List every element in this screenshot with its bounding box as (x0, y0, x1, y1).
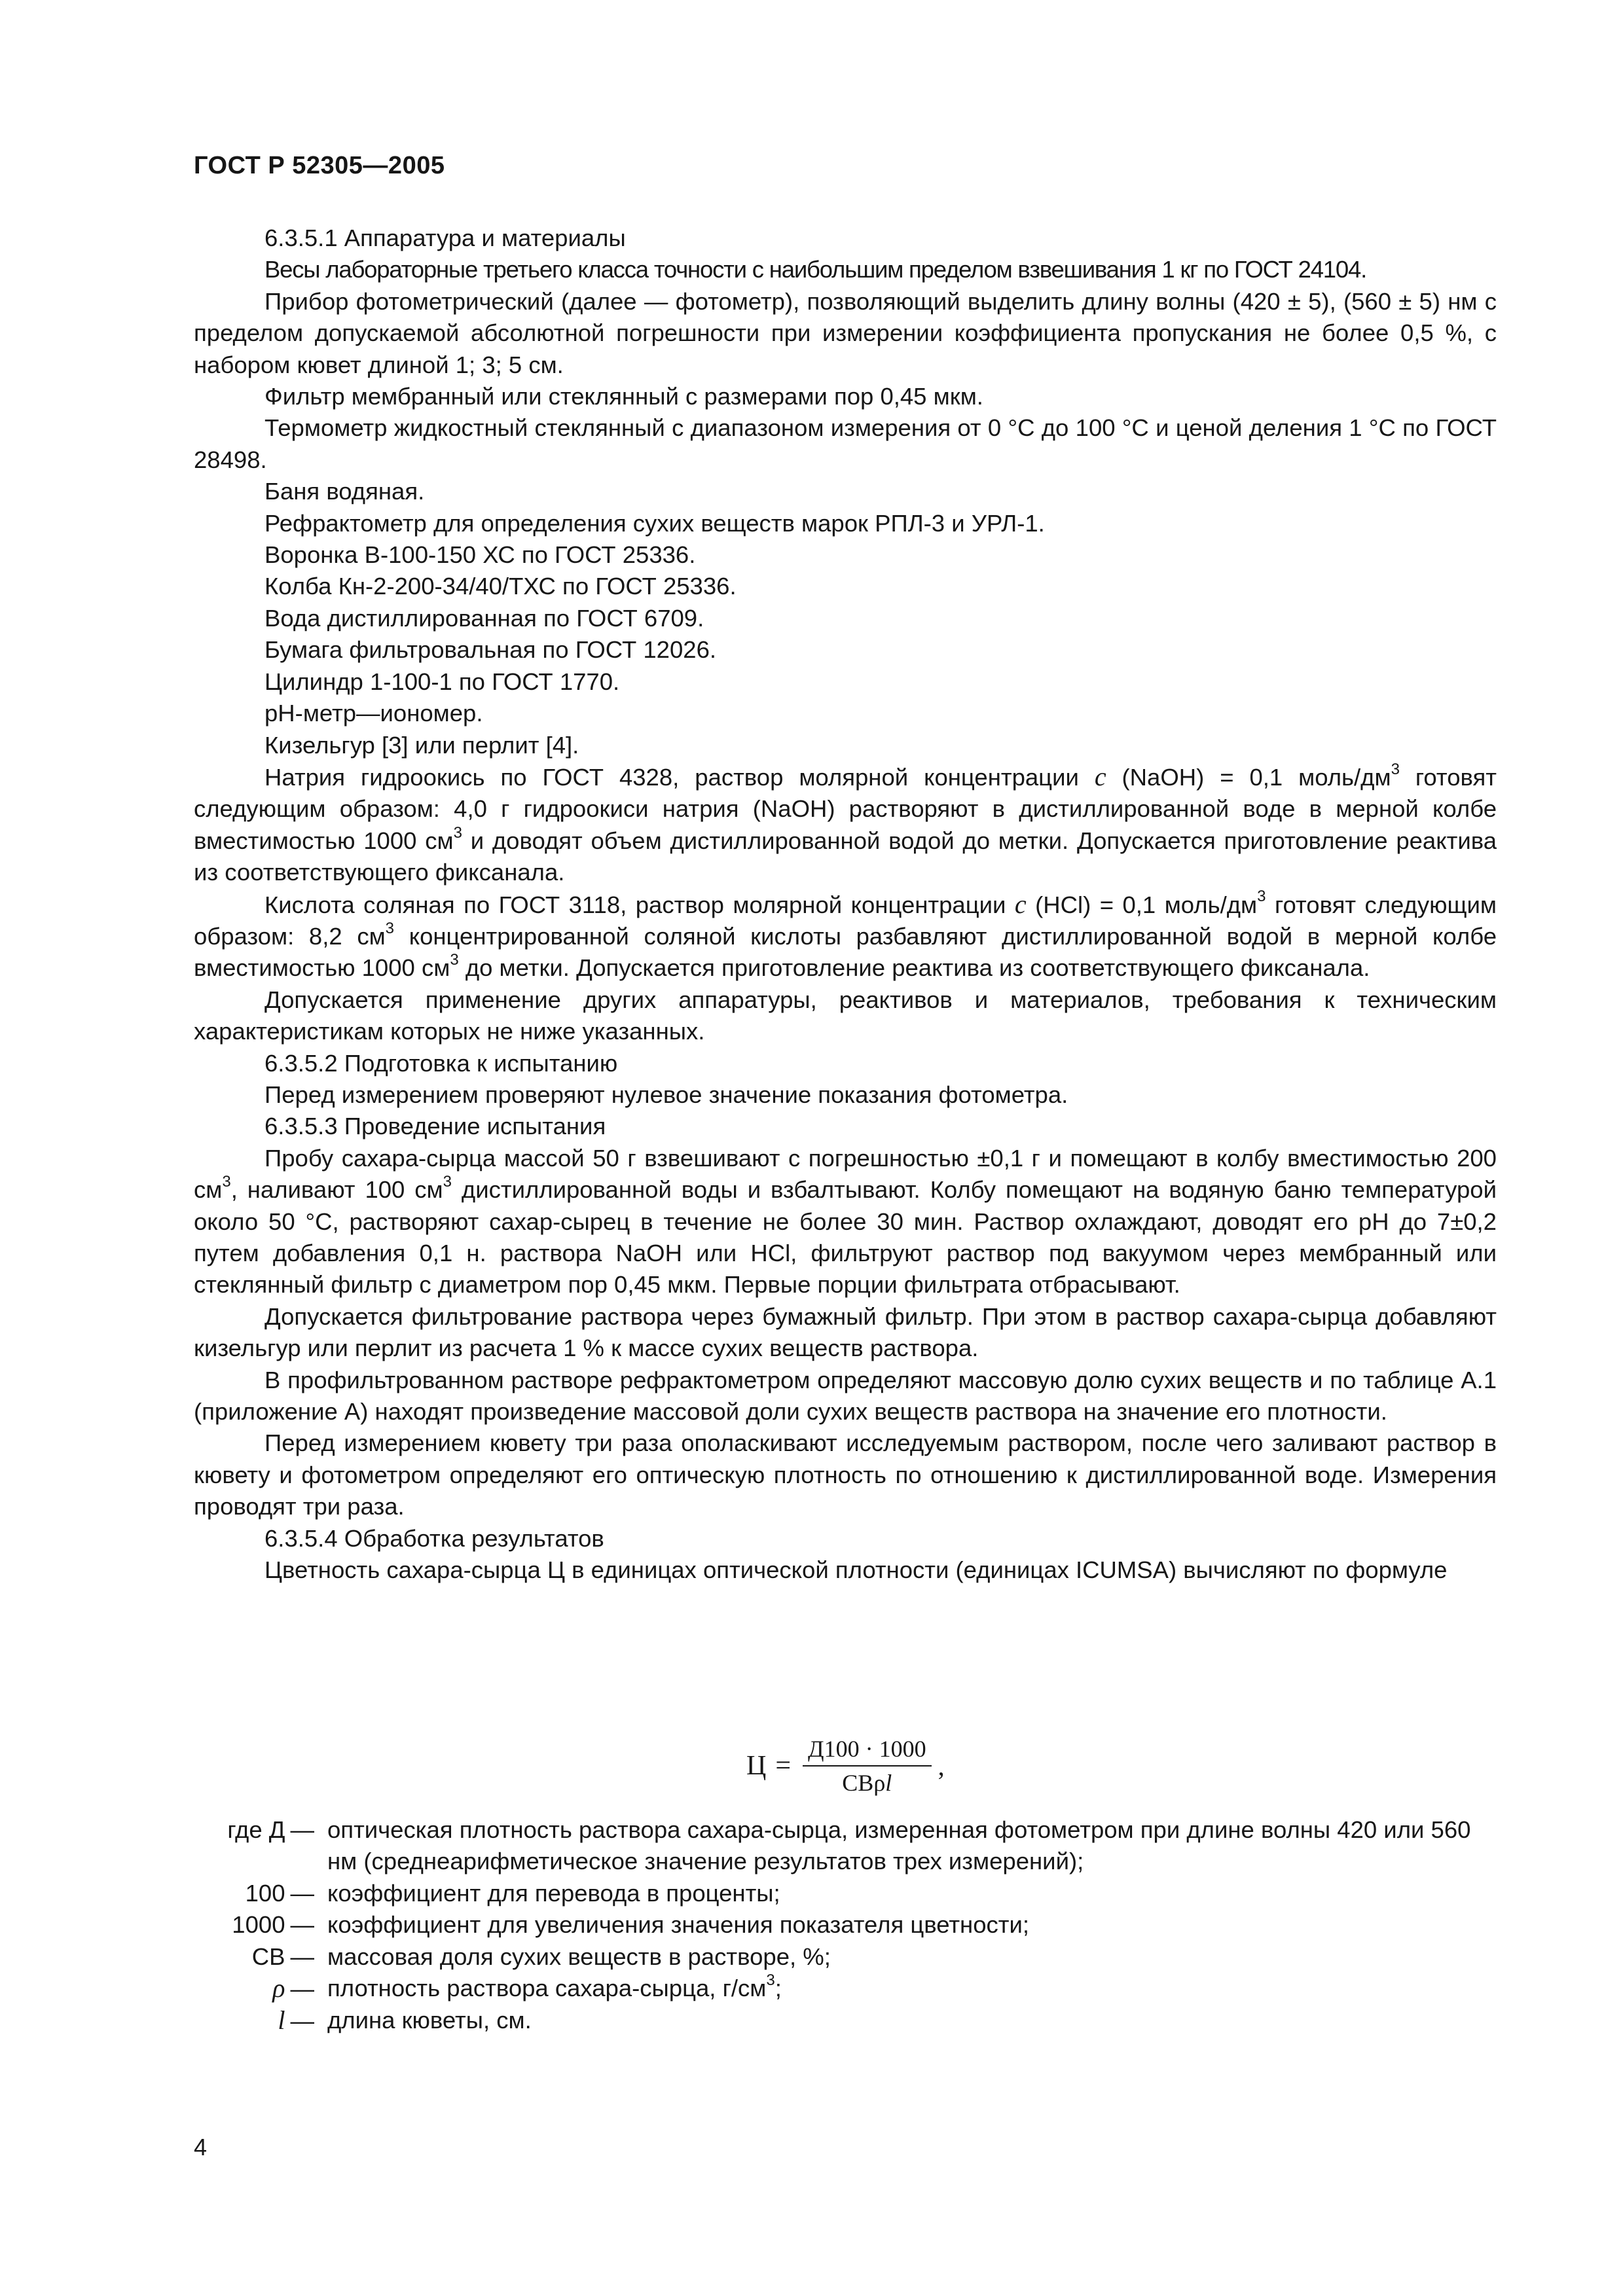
legend-symbol-text: 1000 (232, 1911, 285, 1939)
section-6351-title: 6.3.5.1 Аппаратура и материалы (264, 224, 626, 251)
formula-equals: = (775, 1751, 792, 1781)
paragraph-cylinder: Цилиндр 1-100-1 по ГОСТ 1770. (264, 668, 620, 695)
hcl-text-1: Кислота соляная по ГОСТ 3118, раствор молярной концентрации (264, 891, 1015, 918)
legend-symbol (194, 1909, 314, 1941)
paragraph-water: Вода дистиллированная по ГОСТ 6709. (264, 604, 704, 632)
legend-symbol (194, 1941, 314, 1973)
hcl-text-5: до метки. Допускается приготовление реактива из соответствующего фиксанала. (458, 954, 1370, 982)
paragraph-refractometer: Рефрактометр для определения сухих веществ марок РПЛ-3 и УРЛ-1. (264, 509, 1045, 537)
legend-dash: — (290, 1911, 314, 1939)
legend-row-l (194, 2005, 1503, 2037)
naoh-superscript-2: 3 (453, 823, 462, 842)
naoh-concentration-symbol: c (1094, 761, 1106, 791)
paragraph-funnel: Воронка В-100-150 ХС по ГОСТ 25336. (264, 541, 696, 569)
paragraph-formula-intro: Цветность сахара-сырца Ц в единицах оптической плотности (единицах ICUMSA) вычисляют по формуле (264, 1556, 1448, 1584)
paragraph-flask: Колба Кн-2-200-34/40/ТХС по ГОСТ 25336. (264, 573, 737, 600)
section-6354-title: 6.3.5.4 Обработка результатов (264, 1524, 604, 1552)
naoh-superscript-1: 3 (1391, 760, 1400, 778)
paragraph-paper-filtration: Допускается фильтрование раствора через бумажный фильтр. При этом в раствор сахара-сырца добавляют кизельгур или перлит из расчета 1 % к массе сухих веществ раствора. (194, 1302, 1497, 1362)
legend-row-d (194, 1814, 1503, 1878)
page-header-standard-id: ГОСТ Р 52305—2005 (194, 152, 445, 179)
paragraph-photometer: Прибор фотометрический (далее — фотометр), позволяющий выделить длину волны (420 ± 5), (560 ± 5) нм с пределом допускаемой абсолютной погрешности при измерении коэффициента пропускания не более 0,5 %, с набором кювет длиной 1; 3; 5 см. (194, 287, 1497, 378)
legend-symbol-text: СВ (251, 1943, 285, 1970)
paragraph-thermometer: Термометр жидкостный стеклянный с диапазоном измерения от 0 °С до 100 °С и ценой деления 1 °С по ГОСТ 28498. (194, 414, 1497, 473)
paragraph-filter-paper: Бумага фильтровальная по ГОСТ 12026. (264, 636, 717, 664)
formula-numerator: Д100 · 1000 (803, 1735, 932, 1767)
sample-text-1: Пробу сахара-сырца массой 50 г взвешивают с погрешностью ±0,1 г и помещают в колбу вместимостью 200 см (194, 1144, 1497, 1204)
formula-comma: , (938, 1751, 945, 1781)
naoh-text-1: Натрия гидроокись по ГОСТ 4328, раствор молярной концентрации (264, 763, 1095, 791)
legend-dash: — (290, 1879, 314, 1907)
legend-dash: — (290, 1975, 314, 2003)
legend-definition: коэффициент для увеличения значения показателя цветности; (327, 1911, 1029, 1939)
legend-symbol-text: 100 (245, 1879, 285, 1907)
formula-legend (194, 1814, 1503, 2037)
paragraph-kieselguhr: Кизельгур [3] или перлит [4]. (264, 731, 579, 759)
hcl-superscript-2: 3 (385, 919, 395, 937)
sample-superscript-1: 3 (222, 1173, 231, 1191)
legend-row-1000 (194, 1909, 1503, 1941)
hcl-superscript-1: 3 (1257, 888, 1266, 906)
document-body (194, 223, 1497, 1586)
hcl-text-4: концентрированной соляной кислоты разбавляют дистиллированной водой в мерной колбе вместимостью 1000 см (194, 922, 1497, 982)
legend-definition-text: плотность раствора сахара-сырца, г/см (327, 1975, 767, 2002)
paragraph-ph-meter: рН-метр—иономер. (264, 700, 483, 727)
paragraph-sample-prep (194, 1143, 1497, 1301)
paragraph-cuvette-measurement: Перед измерением кювету три раза ополаскивают исследуемым раствором, после чего заливают раствор в кювету и фотометром определяют его оптическую плотность по отношению к дистиллированной воде. Измерения проводят три раза. (194, 1429, 1497, 1520)
naoh-text-3: готовят следующим образом: 4,0 г гидроокиси натрия (NaOH) растворяют в дистиллированной воде в мерной колбе вместимостью 1000 см (194, 763, 1497, 854)
formula-fraction (803, 1735, 932, 1797)
paragraph-naoh (194, 761, 1497, 889)
naoh-text-4: и доводят объем дистиллированной водой до метки. Допускается приготовление реактива из соответствующего фиксанала. (194, 827, 1497, 886)
section-6353-title: 6.3.5.3 Проведение испытания (264, 1113, 606, 1140)
formula-denominator (837, 1767, 897, 1797)
legend-definition (314, 1973, 1503, 2005)
paragraph-bath: Баня водяная. (264, 478, 425, 505)
hcl-text-2: (HCl) = 0,1 моль/дм (1026, 891, 1258, 918)
sample-text-2: , наливают 100 см (230, 1176, 443, 1204)
legend-dash: — (290, 2007, 314, 2035)
legend-row-100 (194, 1878, 1503, 1909)
paragraph-refractometry: В профильтрованном растворе рефрактометром определяют массовую долю сухих веществ и по таблице А.1 (приложение А) находят произведение массовой доли сухих веществ раствора на значение его плотности. (194, 1366, 1497, 1426)
legend-dash: — (290, 1816, 314, 1843)
hcl-superscript-3: 3 (450, 951, 459, 969)
legend-symbol-text: ρ (272, 1973, 285, 2003)
color-formula (746, 1727, 945, 1805)
legend-dash: — (290, 1943, 314, 1970)
sample-superscript-2: 3 (443, 1173, 452, 1191)
legend-definition: длина кюветы, см. (327, 2007, 532, 2034)
legend-row-rho (194, 1973, 1503, 2005)
formula-denominator-length: l (885, 1770, 892, 1796)
legend-definition-end: ; (775, 1975, 782, 2002)
legend-row-sv (194, 1941, 1503, 1973)
legend-superscript: 3 (766, 1971, 775, 1989)
legend-symbol (194, 2005, 314, 2037)
hcl-concentration-symbol: c (1014, 889, 1027, 919)
legend-symbol (194, 1878, 314, 1909)
paragraph-scales: Весы лабораторные третьего класса точности с наибольшим пределом взвешивания 1 кг по ГОСТ 24104. (264, 256, 1367, 283)
hcl-text-3: готовят следующим образом: 8,2 см (194, 891, 1497, 950)
legend-symbol-text: l (278, 2005, 285, 2036)
formula-denominator-main: СВρ (842, 1770, 886, 1796)
legend-symbol-text: где Д (227, 1816, 285, 1843)
legend-definition: массовая доля сухих веществ в растворе, %; (327, 1943, 831, 1970)
legend-symbol (194, 1814, 314, 1878)
legend-definition: коэффициент для перевода в проценты; (327, 1879, 780, 1907)
legend-symbol (194, 1973, 314, 2005)
formula-lhs: Ц (746, 1751, 767, 1781)
sample-text-3: дистиллированной воды и взбалтывают. Колбу помещают на водяную баню температурой около 50 °С, растворяют сахар-сырец в течение не более 30 мин. Раствор охлаждают, доводят его рН до 7±0,2 путем добавления 0,1 н. раствора NaOH или HCl, фильтруют раствор под вакуумом через мембранный или стеклянный фильтр с диаметром пор 0,45 мкм. Первые порции фильтрата отбрасывают. (194, 1176, 1497, 1299)
paragraph-zero-check: Перед измерением проверяют нулевое значение показания фотометра. (264, 1081, 1068, 1108)
section-6352-title: 6.3.5.2 Подготовка к испытанию (264, 1049, 618, 1077)
paragraph-hcl (194, 889, 1497, 984)
paragraph-filter: Фильтр мембранный или стеклянный с размерами пор 0,45 мкм. (264, 383, 983, 410)
paragraph-other-equipment: Допускается применение других аппаратуры, реактивов и материалов, требования к техническим характеристикам которых не ниже указанных. (194, 986, 1497, 1045)
legend-definition: оптическая плотность раствора сахара-сырца, измеренная фотометром при длине волны 420 или 560 нм (среднеарифметическое значение результатов трех измерений); (327, 1816, 1471, 1875)
naoh-text-2: (NaOH) = 0,1 моль/дм (1106, 763, 1391, 791)
page-number: 4 (194, 2134, 208, 2161)
